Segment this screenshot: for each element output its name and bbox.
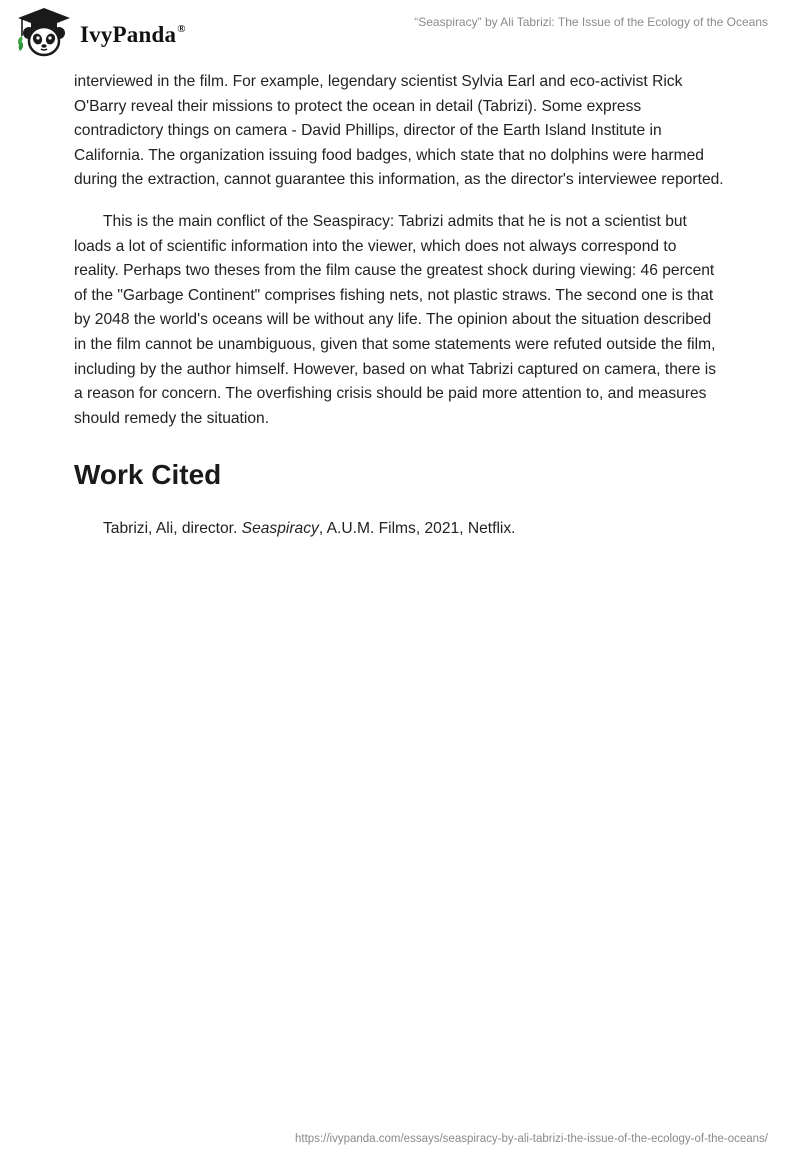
citation-prefix: Tabrizi, Ali, director. [103, 520, 242, 538]
footer-url-link[interactable]: https://ivypanda.com/essays/seaspiracy-by-ali-tabrizi-the-issue-of-the-ecology-of-the-oceans/ [295, 1133, 768, 1145]
paragraph-continuation: interviewed in the film. For example, legendary scientist Sylvia Earl and eco-activist Rick O'Barry reveal their missions to protect the ocean in detail (Tabrizi). Some express contradictory things on camera - David Phillips, director of the Earth Island Institute in California. The organization issuing food badges, which state that no dolphins were harmed during the extraction, cannot guarantee this information, as the director's interviewee reported. [74, 73, 724, 189]
citation-entry [103, 517, 724, 541]
running-title: “Seaspiracy” by Ali Tabrizi: The Issue of the Ecology of the Oceans [414, 15, 768, 29]
brand-name: IvyPanda® [80, 22, 186, 47]
registered-mark: ® [177, 23, 186, 35]
page-header [0, 0, 800, 64]
paragraph-main-conflict: This is the main conflict of the Seaspiracy: Tabrizi admits that he is not a scientist but loads a lot of scientific information into the viewer, which does not always correspond to reality. Perhaps two theses from the film cause the greatest shock during viewing: 46 percent of the "Garbage Continent" comprises fishing nets, not plastic straws. The second one is that by 2048 the world's oceans will be without any life. The opinion about the situation described in the film cannot be unambiguous, given that some statements were refuted outside the film, including by the author himself. However, based on what Tabrizi captured on camera, there is a reason for concern. The overfishing crisis should be paid more attention to, and measures should remedy the situation. [74, 212, 717, 427]
citation-title: Seaspiracy [241, 520, 319, 538]
works-cited-heading: Work Cited [74, 459, 222, 491]
brand-logo[interactable] [14, 6, 186, 58]
panda-graduate-icon [14, 6, 74, 58]
citation-suffix: , A.U.M. Films, 2021, Netflix. [318, 520, 516, 538]
essay-body [74, 70, 724, 541]
